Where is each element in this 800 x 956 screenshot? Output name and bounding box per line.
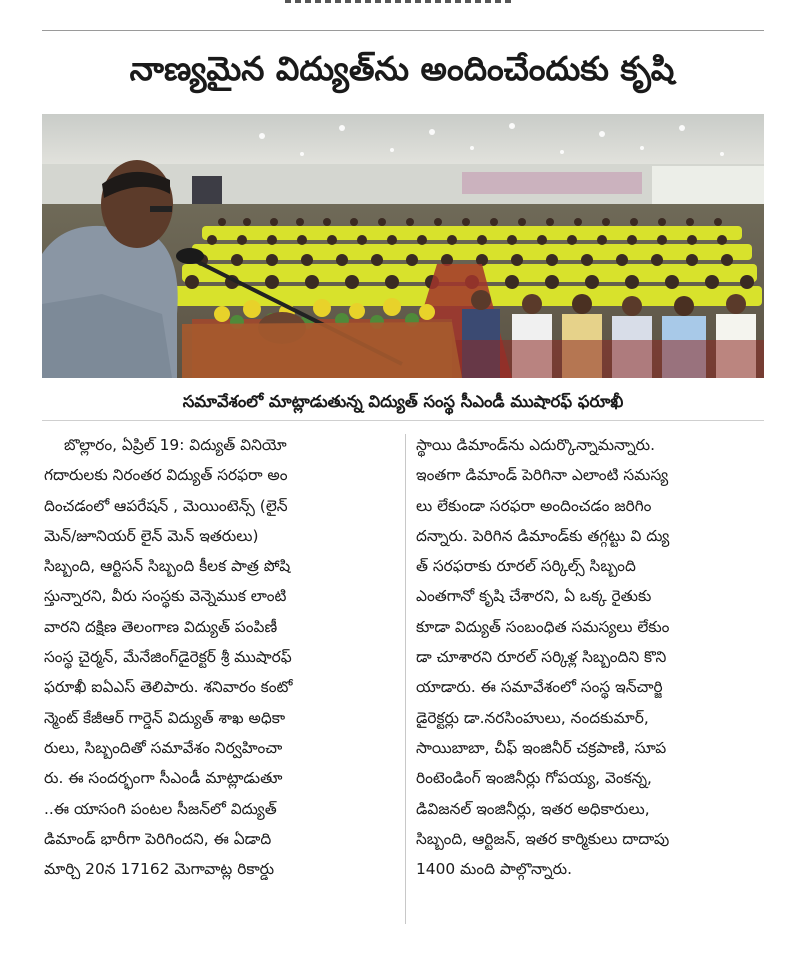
body-line: స్థాయి డిమాండ్‌ను ఎదుర్కొన్నామన్నారు. — [416, 436, 656, 454]
body-line: బొల్లారం, ఏప్రిల్ 19: విద్యుత్ వినియో — [64, 436, 287, 454]
body-line: త్ సరఫరాకు రూరల్ సర్కిల్స్ సిబ్బంది — [416, 557, 636, 576]
body-line: దన్నారు. పెరిగిన డిమాండ్‌కు తగ్గట్టు వి ద్యు — [416, 526, 670, 545]
body-line: డిమాండ్ భారీగా పెరిగిందని, ఈ ఏడాది — [44, 829, 272, 848]
body-line: యాడారు. ఈ సమావేశంలో సంస్థ ఇన్‌చార్జి — [416, 678, 663, 697]
body-line: ..ఈ యాసంగి పంటల సీజన్‌లో విద్యుత్ — [44, 799, 277, 818]
body-line: రులు, సిబ్బందితో సమావేశం నిర్వహించా — [44, 738, 283, 757]
body-line: మెన్/జూనియర్ లైన్ మెన్ ఇతరులు) — [44, 526, 259, 545]
body-line: సిబ్బంది, ఆర్టిజన్, ఇతర కార్మికులు దాదాపు — [416, 829, 670, 848]
body-line: ఇంతగా డిమాండ్ పెరిగినా ఎలాంటి సమస్య — [416, 466, 669, 485]
cropped-header-strip — [285, 0, 515, 6]
body-line: సిబ్బంది, ఆర్టిసన్ సిబ్బంది కీలక పాత్ర పోషి — [44, 557, 291, 576]
body-line: రింటెండింగ్ ఇంజినీర్లు గోపయ్య, వెంకన్న, — [416, 769, 652, 788]
body-line: ఎంతగానో కృషి చేశారని, ఏ ఒక్క రైతుకు — [416, 587, 652, 606]
body-line: వారని దక్షిణ తెలంగాణ విద్యుత్ పంపిణీ — [44, 617, 278, 636]
caption-rule — [42, 420, 764, 421]
column-divider — [405, 434, 406, 924]
body-line: కూడా విద్యుత్ సంబంధిత సమస్యలు లేకుం — [416, 617, 670, 636]
body-line: రు. ఈ సందర్భంగా సీఎండీ మాట్లాడుతూ — [44, 769, 283, 788]
body-line: గదారులకు నిరంతర విద్యుత్ సరఫరా అం — [44, 466, 288, 485]
article-photo — [42, 114, 764, 378]
body-line: డా చూశారని రూరల్ సర్కిళ్ల సిబ్బందిని కొని — [416, 648, 667, 667]
top-rule — [42, 30, 764, 31]
body-line: డివిజనల్ ఇంజినీర్లు, ఇతర అధికారులు, — [416, 799, 650, 818]
photo-caption: సమావేశంలో మాట్లాడుతున్న విద్యుత్ సంస్థ సీఎండీ ముషారఫ్ ఫరూఖీ — [182, 392, 624, 411]
body-line: దించడంలో ఆపరేషన్ , మెయింటెన్స్ (లైన్ — [44, 496, 288, 515]
article-column-right — [416, 430, 761, 884]
article-headline: నాణ్యమైన విద్యుత్‌ను అందించేందుకు కృషి — [129, 49, 675, 88]
article-column-left — [44, 430, 389, 884]
body-line: సాయిబాబా, చీఫ్ ఇంజినీర్ చక్రపాణి, సూప — [416, 738, 667, 757]
body-line: న్మెంట్ కేజీఆర్ గార్డెన్ విద్యుత్ శాఖ అధికా — [44, 708, 286, 727]
body-line: సంస్థ చైర్మన్, మేనేజింగ్‌డైరెక్టర్ శ్రీ ముషారఫ్ — [44, 648, 292, 667]
body-line: 1400 మంది పాల్గొన్నారు. — [416, 860, 572, 879]
body-line: మార్చి 20న 17162 మెగావాట్ల రికార్డు — [44, 860, 275, 879]
body-line: లు లేకుండా సరఫరా అందించడం జరిగిం — [416, 496, 652, 515]
body-line: ఫరూఖీ ఐఏఎస్ తెలిపారు. శనివారం కంటో — [44, 678, 293, 697]
body-line: స్తున్నారని, వీరు సంస్థకు వెన్నెముక లాంటి — [44, 587, 287, 606]
body-line: డైరెక్టర్లు డా.నరసింహులు, నందకుమార్, — [416, 708, 649, 727]
